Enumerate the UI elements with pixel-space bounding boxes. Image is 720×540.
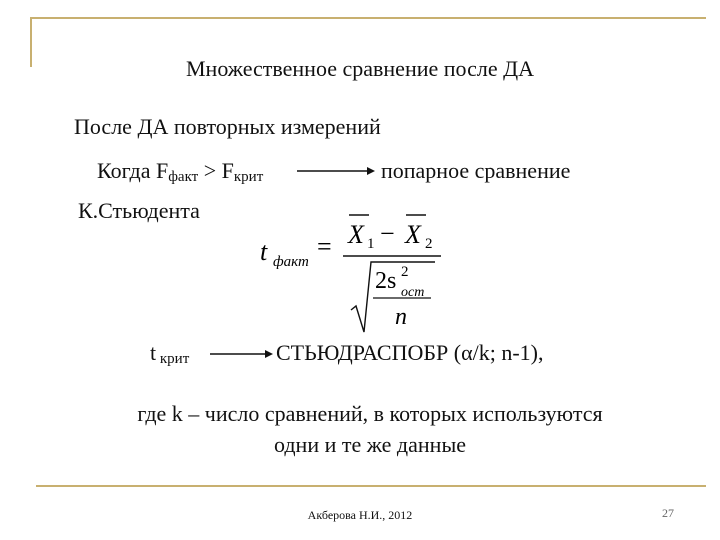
bottom-rule [36,485,706,487]
formula-s-squared: 2 [401,264,409,280]
note-line-2: одни и те же данные [274,432,466,457]
slide-title: Множественное сравнение после ДА [186,56,534,81]
condition-when: Когда F [97,158,169,183]
formula-2s: 2s [375,268,397,294]
text-line-student: К.Стьюдента [78,198,200,223]
arrow-icon [297,165,377,177]
formula-x2: X [405,220,421,249]
formula-s-subscript: ост [401,285,425,300]
page-number: 27 [662,506,674,520]
excel-function-label: СТЬЮДРАСПОБР (α/k; n-1), [276,340,544,365]
f-crit-subscript: крит [233,169,264,185]
t-statistic-formula [255,210,455,340]
t-crit-subscript: крит [156,351,190,367]
formula-minus: − [380,219,395,248]
formula-n: n [395,304,407,330]
text-line-condition [97,158,263,186]
footer-author: Акберова Н.И., 2012 [307,508,413,522]
note-line-1: где k – число сравнений, в которых используются [137,401,603,426]
text-line-t-crit [150,340,189,368]
formula-x1-subscript: 1 [367,236,375,252]
t-crit-t: t [150,340,157,365]
formula-t: t [260,237,268,266]
f-fact-subscript: факт [168,169,199,185]
formula-t-subscript: факт [273,254,309,270]
text-line-after-anova: После ДА повторных измерений [74,114,381,139]
formula-x2-subscript: 2 [425,236,433,252]
note-text [80,398,660,460]
formula-equals: = [317,232,332,261]
formula-x1: X [348,220,364,249]
top-rule [30,17,706,19]
pairwise-comparison-label: попарное сравнение [381,158,571,183]
arrow-icon [210,348,275,360]
condition-gt: > F [198,158,234,183]
